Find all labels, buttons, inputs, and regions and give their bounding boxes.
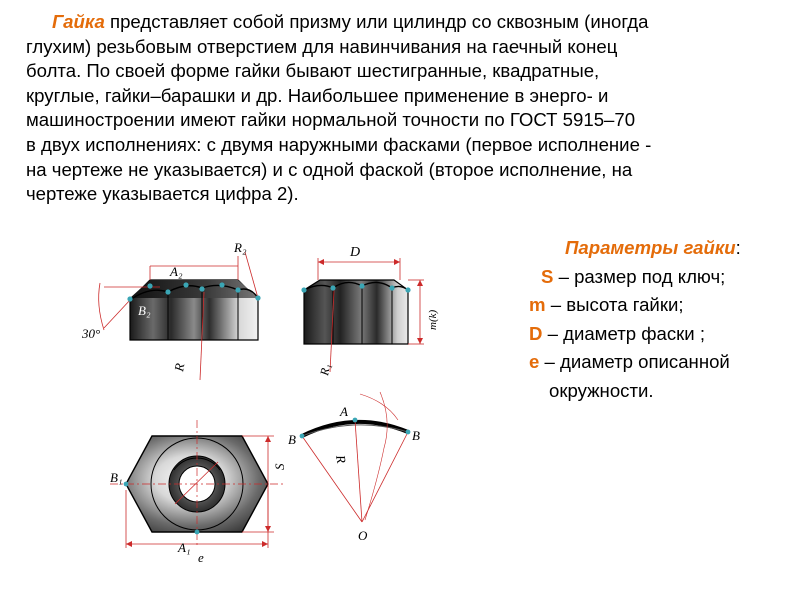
label-d: D	[350, 245, 361, 260]
label-angle-30: 30°	[82, 326, 101, 341]
paragraph-line-1: Гайка представляет собой призму или цилиндр со сквозным (иногда	[52, 11, 649, 32]
paragraph-line-5: машиностроении имеют гайки нормальной точности по ГОСТ 5915–70	[26, 109, 636, 131]
param-e-continuation: окружности.	[549, 379, 654, 401]
arc-construction	[288, 392, 420, 543]
label-arc-a: A	[340, 404, 348, 419]
label-b1: B₁	[110, 470, 123, 485]
label-b2: B₂	[138, 303, 151, 318]
paragraph-line-3: болта. По своей форме гайки бывают шестигранные, квадратные,	[26, 60, 600, 82]
paragraph-line-8: чертеже указывается цифра 2).	[26, 183, 299, 205]
label-r1: R₁	[317, 362, 333, 377]
nut-side-view-2	[81, 240, 261, 380]
param-e: e – диаметр описанной	[529, 351, 730, 373]
nut-side-view-1	[301, 245, 439, 378]
label-r: R	[171, 362, 188, 373]
nut-top-view	[110, 420, 287, 565]
paragraph-line-7: на чертеже не указывается) и с одной фаской (второе исполнение, на	[26, 158, 633, 180]
paragraph-line-6: в двух исполнениях: с двумя наружными фасками (первое исполнение -	[26, 133, 652, 155]
label-arc-o: O	[358, 528, 368, 543]
param-s: S – размер под ключ;	[541, 265, 726, 287]
label-a1: A₁	[178, 540, 191, 555]
label-arc-r: R	[333, 453, 350, 465]
paragraph-line-4: круглые, гайки–барашки и др. Наибольшее применение в энерго- и	[26, 84, 609, 106]
term-nut: Гайка	[52, 11, 105, 32]
label-a2: A₂	[170, 264, 183, 279]
label-e: e	[198, 550, 204, 565]
param-d: D – диаметр фаски ;	[529, 322, 706, 344]
param-m: m – высота гайки;	[529, 294, 684, 316]
label-arc-b-left: B	[288, 432, 296, 447]
label-r2: R₂	[234, 240, 247, 255]
label-s: S	[272, 463, 287, 470]
label-mk: m(k)	[427, 309, 439, 330]
parameters-title: Параметры гайки:	[565, 237, 741, 258]
label-arc-b-right: B	[412, 428, 420, 443]
paragraph-line-2: глухим) резьбовым отверстием для навинчивания на гаечный конец	[26, 35, 618, 57]
